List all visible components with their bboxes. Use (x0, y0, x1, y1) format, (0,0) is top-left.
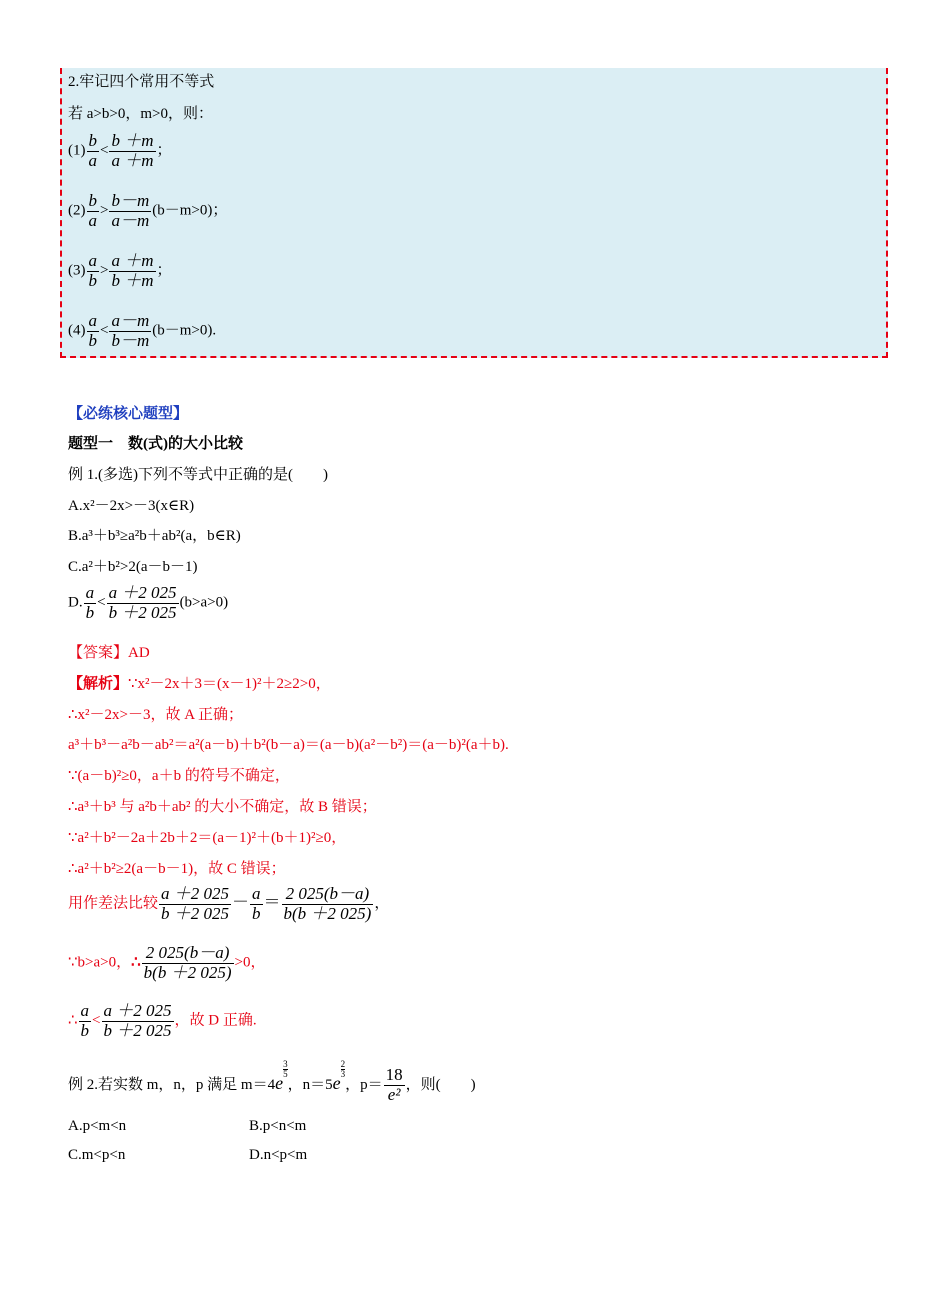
section-heading: 【必练核心题型】 (68, 406, 189, 422)
ex1-analysis-2: ∴x²－2x>－3，故 A 正确； (68, 707, 244, 723)
ex1-analysis-6: ∵a²＋b²－2a＋2b＋2＝(a－1)²＋(b＋1)²≥0， (68, 830, 347, 846)
ex1-option-c: C.a²＋b²>2(a－b－1) (68, 559, 198, 575)
ex1-analysis-4: ∵(a－b)²≥0，a＋b 的符号不确定， (68, 768, 290, 784)
ex1-option-a: A.x²－2x>－3(x∈R) (68, 498, 195, 514)
ex1-analysis-10: ∴ $\frac{a}{b}$ < $\frac{a +2 025}{b +2 025}$ ，故 D 正确. (68, 1001, 257, 1040)
inequality-1: (1) $\frac{b}{a}$ < $\frac{b +m}{a +m}$ ； (68, 131, 172, 170)
type-title: 题型一 数(式)的大小比较 (68, 436, 243, 452)
inequality-4: (4) $\frac{a}{b}$ < $\frac{a-m}{b-m}$ (b－m>0). (68, 311, 217, 350)
ex1-analysis-9: ∵b>a>0，∴ $\frac{2 025(b-a)}{b(b +2 025)}$ >0， (68, 943, 266, 982)
ex1-analysis-8: 用作差法比较 $\frac{a +2 025}{b +2 025}$ － $\frac{a}{b}$ ＝ $\frac{2 025(b-a)}{b(b +2 025)}$ ， (68, 884, 390, 923)
ex1-option-b: B.a³＋b³≥a²b＋ab²(a，b∈R) (68, 528, 241, 544)
ex2-stem: 例 2.若实数 m，n，p 满足 m＝4e $\frac{3}{5}$ ，n＝5e $\frac{2}{3}$ ，p＝ $\frac{18}{\text{e²}}$ ，则( ) (68, 1059, 476, 1105)
box-premise: 若 a>b>0，m>0，则： (68, 106, 213, 122)
ex1-option-d: D. $\frac{a}{b}$ < $\frac{a +2 025}{b +2 025}$ (b>a>0) (68, 583, 229, 622)
ex1-analysis-7: ∴a²＋b²≥2(a－b－1)，故 C 错误； (68, 861, 286, 877)
box-title: 2.牢记四个常用不等式 (68, 74, 215, 90)
ex1-stem: 例 1.(多选)下列不等式中正确的是( ) (68, 467, 328, 483)
ex1-analysis-5: ∴a³＋b³ 与 a²b＋ab² 的大小不确定，故 B 错误； (68, 799, 377, 815)
inequality-3: (3) $\frac{a}{b}$ > $\frac{a +m}{b +m}$ ； (68, 251, 172, 290)
ex1-analysis-3: a³＋b³－a²b－ab²＝a²(a－b)＋b²(b－a)＝(a－b)(a²－b²)＝(a－b)²(a＋b). (68, 737, 509, 753)
ex2-option-b: B.p<n<m (249, 1118, 307, 1134)
ex2-option-c: C.m<p<n (68, 1147, 126, 1163)
ex1-answer: 【答案】AD (68, 645, 150, 661)
ex1-analysis-1: 【解析】∵x²－2x＋3＝(x－1)²＋2≥2>0， (68, 676, 331, 692)
ex2-option-a: A.p<m<n (68, 1118, 127, 1134)
inequality-2: (2) $\frac{b}{a}$ > $\frac{b-m}{a-m}$ (b－m>0)； (68, 191, 228, 230)
ex2-option-d: D.n<p<m (249, 1147, 308, 1163)
